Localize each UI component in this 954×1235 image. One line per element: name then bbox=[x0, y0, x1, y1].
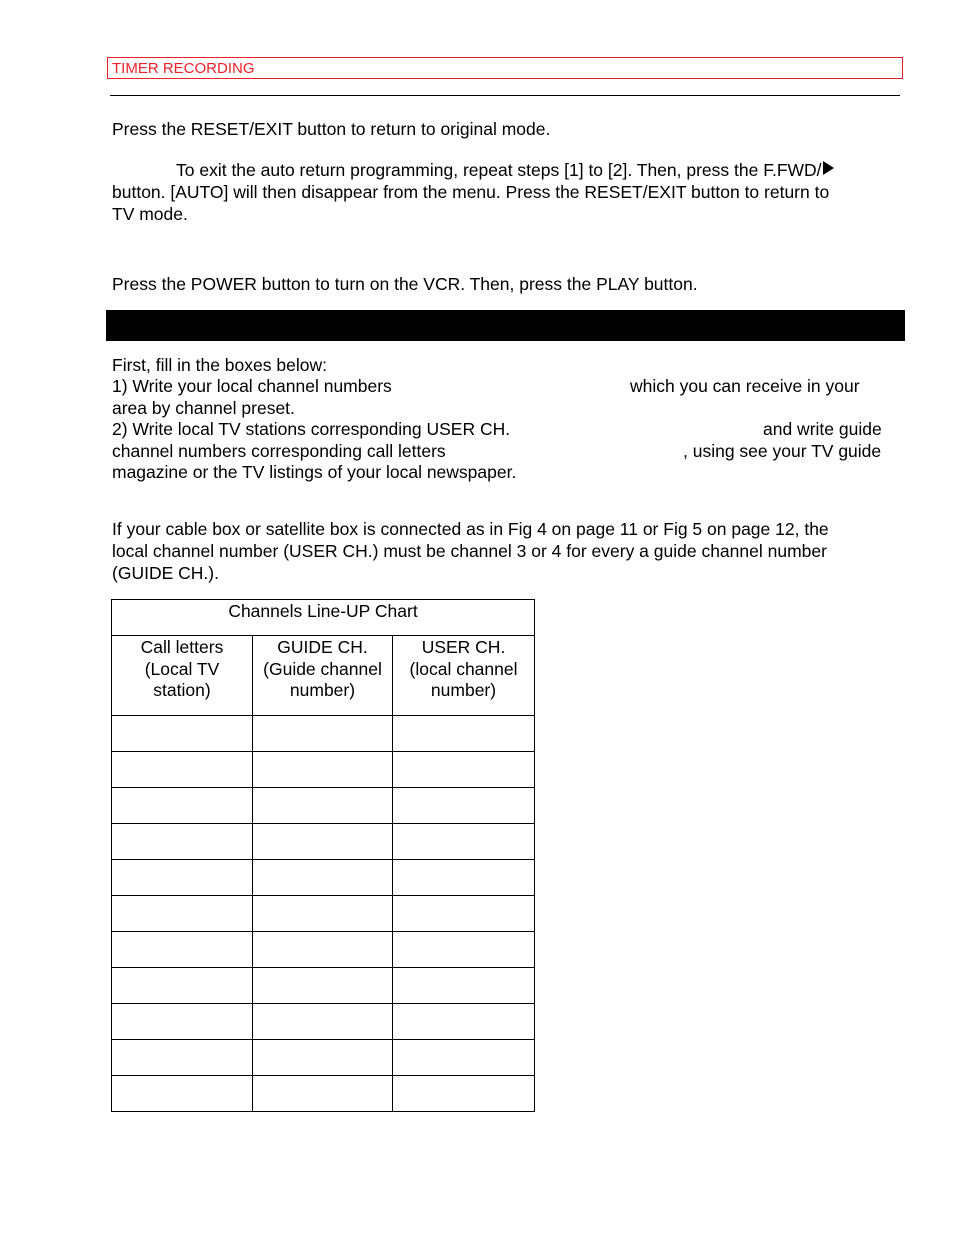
step1-line2: area by channel preset. bbox=[112, 398, 295, 418]
blank-cell bbox=[112, 1076, 253, 1112]
step2-line2-part1: channel numbers corresponding call letters bbox=[112, 441, 446, 461]
blank-cell bbox=[112, 1040, 253, 1076]
column-header-line: station) bbox=[153, 680, 211, 701]
cable-note-line-2: local channel number (USER CH.) must be channel 3 or 4 for every a guide channel number bbox=[112, 541, 827, 561]
step2-line3: magazine or the TV listings of your local newspaper. bbox=[112, 462, 517, 482]
blank-cell bbox=[253, 788, 393, 824]
blank-cell bbox=[112, 716, 253, 752]
blank-cell bbox=[393, 716, 535, 752]
table-row bbox=[112, 788, 535, 824]
channels-lineup-chart bbox=[111, 599, 535, 1112]
blank-cell bbox=[112, 788, 253, 824]
table-row bbox=[112, 968, 535, 1004]
auto-return-line-1 bbox=[176, 160, 834, 182]
column-header-line: (local channel bbox=[409, 658, 518, 679]
column-header-line: (Guide channel bbox=[263, 658, 382, 679]
column-header-line: number) bbox=[430, 680, 497, 701]
table-row bbox=[112, 752, 535, 788]
table-row bbox=[112, 824, 535, 860]
auto-return-line-1-text: To exit the auto return programming, repeat steps [1] to [2]. Then, press the F.FWD/ bbox=[176, 160, 822, 180]
blank-cell bbox=[253, 896, 393, 932]
step1-part1: 1) Write your local channel numbers bbox=[112, 376, 392, 396]
blank-cell bbox=[253, 1004, 393, 1040]
column-header-line: USER CH. bbox=[421, 637, 506, 657]
auto-return-line-3: TV mode. bbox=[112, 204, 188, 224]
step2-part1: 2) Write local TV stations corresponding USER CH. bbox=[112, 419, 511, 439]
table-row bbox=[112, 716, 535, 752]
blank-cell bbox=[253, 932, 393, 968]
blank-cell bbox=[253, 752, 393, 788]
blank-cell bbox=[393, 824, 535, 860]
table-row bbox=[112, 860, 535, 896]
cable-note-line-1: If your cable box or satellite box is connected as in Fig 4 on page 11 or Fig 5 on page 12, the bbox=[112, 519, 829, 539]
cable-note-line-3: (GUIDE CH.). bbox=[112, 563, 219, 583]
column-header-line: GUIDE CH. bbox=[277, 637, 368, 657]
table-row bbox=[112, 1076, 535, 1112]
blank-cell bbox=[393, 1040, 535, 1076]
column-header-call-letters bbox=[112, 636, 253, 716]
column-header-line: number) bbox=[289, 680, 356, 701]
blank-cell bbox=[393, 860, 535, 896]
section-header-label: TIMER RECORDING bbox=[112, 60, 255, 77]
header-divider bbox=[110, 95, 900, 96]
chart-title: Channels Line-UP Chart bbox=[112, 600, 535, 636]
blank-cell bbox=[112, 932, 253, 968]
blank-cell bbox=[253, 1076, 393, 1112]
blank-cell bbox=[393, 932, 535, 968]
blank-cell bbox=[393, 896, 535, 932]
step1-part2: which you can receive in your bbox=[630, 376, 860, 396]
blank-cell bbox=[393, 968, 535, 1004]
column-header-line: (Local TV bbox=[144, 658, 220, 679]
column-header-line: Call letters bbox=[140, 637, 224, 657]
power-play-text: Press the POWER button to turn on the VCR. Then, press the PLAY button. bbox=[112, 274, 698, 294]
column-header-user-ch bbox=[393, 636, 535, 716]
play-triangle-icon bbox=[823, 161, 834, 175]
blank-cell bbox=[393, 1004, 535, 1040]
section-title-bar bbox=[106, 310, 905, 341]
blank-cell bbox=[112, 896, 253, 932]
blank-cell bbox=[112, 968, 253, 1004]
blank-cell bbox=[393, 788, 535, 824]
table-row bbox=[112, 1004, 535, 1040]
blank-cell bbox=[112, 860, 253, 896]
blank-cell bbox=[393, 752, 535, 788]
step2-part2: and write guide bbox=[763, 419, 882, 439]
blank-cell bbox=[253, 824, 393, 860]
table-row bbox=[112, 932, 535, 968]
reset-exit-text: Press the RESET/EXIT button to return to original mode. bbox=[112, 119, 551, 139]
blank-cell bbox=[253, 968, 393, 1004]
blank-cell bbox=[112, 824, 253, 860]
blank-cell bbox=[112, 752, 253, 788]
table-row bbox=[112, 1040, 535, 1076]
column-header-guide-ch bbox=[253, 636, 393, 716]
blank-cell bbox=[253, 860, 393, 896]
table-row bbox=[112, 896, 535, 932]
chart-body bbox=[112, 716, 535, 1112]
blank-cell bbox=[112, 1004, 253, 1040]
instructions-intro: First, fill in the boxes below: bbox=[112, 355, 327, 375]
blank-cell bbox=[253, 716, 393, 752]
blank-cell bbox=[393, 1076, 535, 1112]
step2-line2-part2: , using see your TV guide bbox=[683, 441, 882, 461]
auto-return-line-2: button. [AUTO] will then disappear from the menu. Press the RESET/EXIT button to return to bbox=[112, 182, 830, 202]
blank-cell bbox=[253, 1040, 393, 1076]
